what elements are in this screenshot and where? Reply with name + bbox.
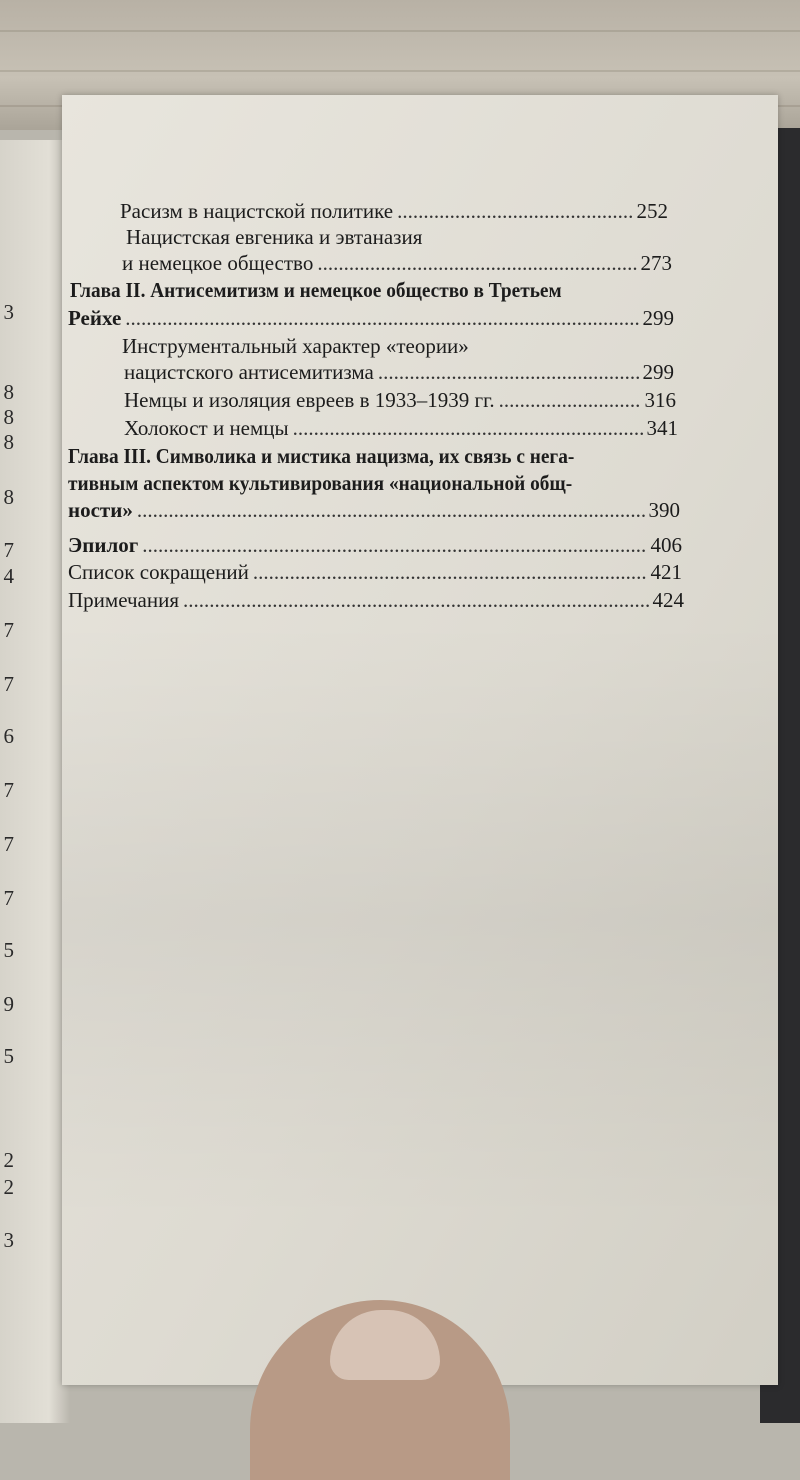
left-page-number: 3 xyxy=(3,300,14,324)
toc-entry-title: Расизм в нацистской политике xyxy=(120,199,394,223)
left-page-number: 2 xyxy=(3,1175,14,1199)
toc-entry xyxy=(124,387,676,413)
toc-entry-title-line: Инструментальный характер «теории» xyxy=(122,334,469,358)
toc-entry xyxy=(122,250,672,276)
left-page-number: 7 xyxy=(3,778,14,802)
toc-chapter-entry xyxy=(68,497,680,523)
left-page-number: 5 xyxy=(3,938,14,962)
toc-leader-dots xyxy=(142,532,646,558)
left-page-number: 2 xyxy=(3,1148,14,1172)
toc-entry-title: Холокост и немцы xyxy=(124,416,289,440)
left-page-number: 4 xyxy=(3,564,14,588)
left-page-number: 8 xyxy=(3,380,14,404)
left-page-number: 7 xyxy=(3,886,14,910)
toc-entry-title: и немецкое общество xyxy=(122,251,314,275)
toc-entry-title: Эпилог xyxy=(68,533,139,557)
toc-leader-dots xyxy=(499,387,641,413)
toc-leader-dots xyxy=(253,559,647,585)
toc-entry-page: 341 xyxy=(646,416,678,440)
toc-entry-page: 421 xyxy=(650,560,682,584)
toc-entry-page: 299 xyxy=(642,306,674,330)
toc-leader-dots xyxy=(378,359,639,385)
toc-chapter-title-line: Глава II. Антисемитизм и немецкое общество в Третьем xyxy=(70,278,562,302)
toc-entry-page: 299 xyxy=(642,360,674,384)
toc-leader-dots xyxy=(397,198,632,224)
toc-entry xyxy=(120,198,668,224)
toc-entry-title: Немцы и изоляция евреев в 1933–1939 гг. xyxy=(124,388,495,412)
toc-entry-title-line: Нацистская евгеника и эвтаназия xyxy=(126,225,423,249)
left-page-number: 5 xyxy=(3,1044,14,1068)
left-page-number: 7 xyxy=(3,618,14,642)
toc-entry-title: Список сокращений xyxy=(68,560,249,584)
toc-leader-dots xyxy=(137,497,645,523)
toc-entry-page: 424 xyxy=(652,588,684,612)
left-page-number: 7 xyxy=(3,832,14,856)
toc-entry-title: Примечания xyxy=(68,588,180,612)
toc-chapter-title-line: Глава III. Символика и мистика нацизма, их связь с нега- xyxy=(68,444,575,468)
toc-entry-page: 273 xyxy=(640,251,672,275)
left-page-number: 8 xyxy=(3,405,14,429)
left-page-number: 8 xyxy=(3,485,14,509)
toc-entry-title: нацистского антисемитизма xyxy=(124,360,374,384)
toc-leader-dots xyxy=(183,587,648,613)
toc-entry xyxy=(124,359,674,385)
toc-entry-page: 390 xyxy=(648,498,680,522)
toc-entry-page: 252 xyxy=(636,199,668,223)
left-page-number: 7 xyxy=(3,672,14,696)
toc-chapter-entry xyxy=(68,305,674,331)
left-page-number: 7 xyxy=(3,538,14,562)
toc-entry xyxy=(68,532,682,558)
toc-entry-title: Рейхе xyxy=(68,306,122,330)
toc-chapter-title-line: тивным аспектом культивирования «национальной общ- xyxy=(68,471,573,495)
left-page-number: 9 xyxy=(3,992,14,1016)
toc-entry-title: ности» xyxy=(68,498,133,522)
toc-leader-dots xyxy=(293,415,643,441)
toc-entry xyxy=(68,559,682,585)
toc-entry-page: 406 xyxy=(650,533,682,557)
toc-leader-dots xyxy=(317,250,636,276)
left-page-number: 3 xyxy=(3,1228,14,1252)
toc-entry-page: 316 xyxy=(644,388,676,412)
left-page-number: 8 xyxy=(3,430,14,454)
left-page-number: 6 xyxy=(3,724,14,748)
toc-leader-dots xyxy=(125,305,638,331)
toc-entry xyxy=(124,415,678,441)
toc-entry xyxy=(68,587,684,613)
